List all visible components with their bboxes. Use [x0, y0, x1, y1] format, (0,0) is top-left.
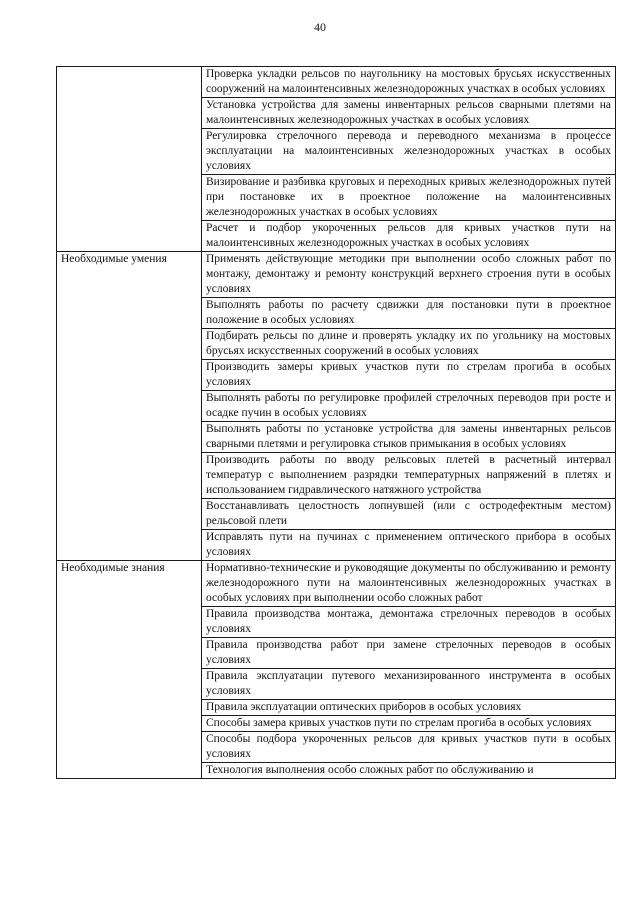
- table-cell: Выполнять работы по расчету сдвижки для постановки пути в проектное положение в особых условиях: [202, 298, 616, 329]
- table-cell: Нормативно-технические и руководящие документы по обслуживанию и ремонту железнодорожного пути на малоинтенсивных железнодорожных участках в особых условиях при выполнении особо сложных работ: [202, 561, 616, 607]
- table-cell: Расчет и подбор укороченных рельсов для кривых участков пути на малоинтенсивных железнодорожных участках в особых условиях: [202, 221, 616, 252]
- table-cell: Выполнять работы по регулировке профилей стрелочных переводов при росте и осадке пучин в особых условиях: [202, 391, 616, 422]
- table-cell: Правила эксплуатации путевого механизированного инструмента в особых условиях: [202, 669, 616, 700]
- empty-label-cell: [57, 67, 202, 252]
- knowledge-label: Необходимые знания: [57, 561, 202, 779]
- table-cell: Проверка укладки рельсов по наугольнику на мостовых брусьях искусственных сооружений на малоинтенсивных железнодорожных участках в особых условиях: [202, 67, 616, 98]
- table-cell: Способы замера кривых участков пути по стрелам прогиба в особых условиях: [202, 716, 616, 732]
- skills-label: Необходимые умения: [57, 252, 202, 561]
- table-cell: Подбирать рельсы по длине и проверять укладку их по угольнику на мостовых брусьях искусственных сооружений в особых условиях: [202, 329, 616, 360]
- table-cell: Регулировка стрелочного перевода и переводного механизма в процессе эксплуатации на малоинтенсивных железнодорожных участках в особых условиях: [202, 129, 616, 175]
- competency-table: [56, 66, 616, 779]
- table-cell: Установка устройства для замены инвентарных рельсов сварными плетями на малоинтенсивных железнодорожных участках в особых условиях: [202, 98, 616, 129]
- table-cell: Правила производства работ при замене стрелочных переводов в особых условиях: [202, 638, 616, 669]
- table-cell: Правила производства монтажа, демонтажа стрелочных переводов в особых условиях: [202, 607, 616, 638]
- table-cell: Восстанавливать целостность лопнувшей (или с остродефектным местом) рельсовой плети: [202, 499, 616, 530]
- table-cell: Применять действующие методики при выполнении особо сложных работ по монтажу, демонтажу и ремонту конструкций верхнего строения пути в особых условиях: [202, 252, 616, 298]
- table-cell: Технология выполнения особо сложных работ по обслуживанию и: [202, 763, 616, 779]
- table-cell: Исправлять пути на пучинах с применением оптического прибора в особых условиях: [202, 530, 616, 561]
- table-cell: Производить замеры кривых участков пути по стрелам прогиба в особых условиях: [202, 360, 616, 391]
- table-cell: Способы подбора укороченных рельсов для кривых участков пути в особых условиях: [202, 732, 616, 763]
- table-cell: Выполнять работы по установке устройства для замены инвентарных рельсов сварными плетями и регулировка стыков примыкания в особых условиях: [202, 422, 616, 453]
- table-row: [57, 252, 616, 298]
- table-row: [57, 561, 616, 607]
- table-cell: Визирование и разбивка круговых и переходных кривых железнодорожных путей при постановке их в проектное положение на малоинтенсивных железнодорожных участках в особых условиях: [202, 175, 616, 221]
- table-cell: Правила эксплуатации оптических приборов в особых условиях: [202, 700, 616, 716]
- table-row: [57, 67, 616, 98]
- table-cell: Производить работы по вводу рельсовых плетей в расчетный интервал температур с выполнением разрядки температурных напряжений в плетях и использованием гидравлического натяжного устройства: [202, 453, 616, 499]
- page-number: 40: [314, 20, 326, 34]
